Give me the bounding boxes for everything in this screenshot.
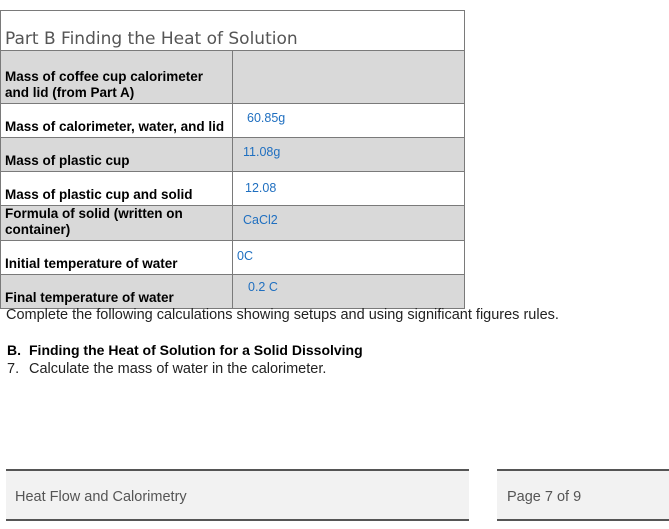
data-table	[0, 10, 465, 309]
row-value-input[interactable]	[233, 172, 465, 206]
row-value-input[interactable]	[233, 241, 465, 275]
table-row	[1, 206, 465, 241]
table-row	[1, 138, 465, 172]
table-row	[1, 241, 465, 275]
row-value: 12.08	[245, 181, 277, 195]
section-title: Finding the Heat of Solution for a Solid Dissolving	[29, 342, 363, 358]
row-value: 60.85g	[247, 111, 286, 125]
table-row	[1, 275, 465, 309]
footer-document-title	[6, 469, 469, 521]
row-value-input[interactable]	[233, 51, 465, 104]
instructions-text: Complete the following calculations showing setups and using significant figures rules.	[6, 307, 559, 323]
row-value-input[interactable]	[233, 275, 465, 309]
row-value-input[interactable]	[233, 138, 465, 172]
row-label: Mass of plastic cup and solid	[1, 172, 233, 206]
question-number: 7.	[7, 361, 20, 377]
row-value: 0.2 C	[248, 280, 278, 294]
row-label: Mass of coffee cup calorimeter and lid (from Part A)	[1, 51, 233, 104]
section-letter: B.	[7, 342, 21, 358]
question-item	[7, 361, 326, 377]
row-value: 11.08g	[243, 145, 281, 159]
table-title: Part B Finding the Heat of Solution	[1, 11, 465, 51]
footer-page-text: Page 7 of 9	[507, 489, 582, 505]
row-label: Formula of solid (written on container)	[1, 206, 233, 241]
table-title-row	[1, 11, 465, 51]
row-label: Mass of calorimeter, water, and lid	[1, 104, 233, 138]
table-row	[1, 172, 465, 206]
table-row	[1, 51, 465, 104]
question-text: Calculate the mass of water in the calorimeter.	[29, 361, 327, 377]
footer-title-text: Heat Flow and Calorimetry	[15, 489, 187, 505]
row-label: Initial temperature of water	[1, 241, 233, 275]
row-label: Mass of plastic cup	[1, 138, 233, 172]
row-value: 0C	[237, 249, 253, 263]
table-row	[1, 104, 465, 138]
row-value-input[interactable]	[233, 104, 465, 138]
row-value: CaCl2	[243, 213, 278, 227]
row-value-input[interactable]	[233, 206, 465, 241]
row-label: Final temperature of water	[1, 275, 233, 309]
section-heading	[7, 342, 363, 358]
footer-page-number	[497, 469, 669, 521]
